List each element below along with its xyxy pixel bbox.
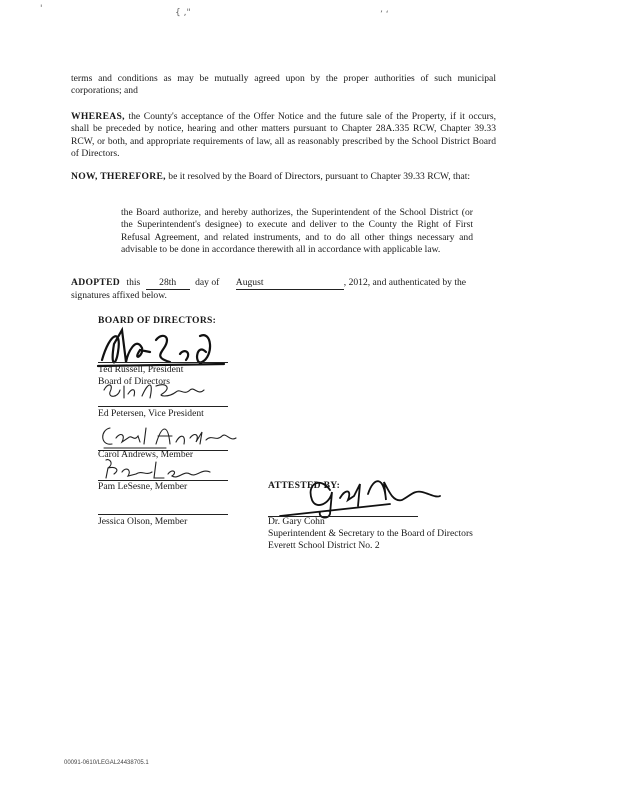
paragraph-terms: terms and conditions as may be mutually agreed upon by the proper authorities of such municipal corporations; and [71, 73, 496, 97]
board-heading: BOARD OF DIRECTORS: [98, 315, 217, 326]
scan-mark-right: ’ ‘ [380, 10, 389, 20]
signature-gary-cohn [290, 470, 440, 520]
attest-name: Dr. Gary Cohn [268, 516, 325, 527]
director-3-name: Carol Andrews, Member [98, 449, 194, 460]
scan-mark-left: ' [40, 4, 43, 14]
footer-code: 00091-0610/LEGAL24438705.1 [64, 760, 149, 766]
signature-ed-petersen [98, 376, 218, 406]
adopted-this: this [126, 277, 141, 288]
director-1-title: Board of Directors [98, 376, 170, 387]
adopted-year-text: , 2012, and authenticated by the [343, 277, 467, 288]
paragraph-now-therefore [71, 171, 496, 183]
whereas-label: WHEREAS, [71, 111, 125, 122]
signature-line-1 [98, 362, 228, 363]
director-1-name: Ted Russell, President [98, 364, 184, 375]
adopted-line [71, 277, 497, 290]
signature-carol-andrews [96, 420, 241, 452]
now-therefore-text: be it resolved by the Board of Directors, pursuant to Chapter 39.33 RCW, that: [168, 171, 471, 182]
attest-label: ATTESTED BY: [268, 480, 341, 491]
now-therefore-label: NOW, THEREFORE, [71, 171, 166, 182]
signature-line-5 [98, 514, 228, 515]
adopted-month-field: August [236, 277, 344, 290]
adopted-day-field: 28th [146, 277, 190, 290]
director-5-name: Jessica Olson, Member [98, 516, 188, 527]
adopted-line-2: signatures affixed below. [71, 290, 167, 301]
paragraph-whereas [71, 111, 496, 161]
signature-pam-lesesne [98, 456, 218, 482]
whereas-text: the County's acceptance of the Offer Notice and the future sale of the Property, if it occurs, shall be preceded by notice, hearing and other matters pursuant to Chapter 28A.335 RCW, Chapter 39.33 RCW, or both, and appropriate requirements of law, all as reasonably prescribed by the School District Board of Directors. [71, 111, 496, 160]
adopted-label: ADOPTED [71, 277, 121, 288]
director-4-name: Pam LeSesne, Member [98, 481, 188, 492]
adopted-day-of: day of [195, 277, 220, 288]
director-2-name: Ed Petersen, Vice President [98, 408, 204, 419]
scan-mark-middle: { ," [175, 8, 191, 18]
signature-line-2 [98, 406, 228, 407]
attest-district: Everett School District No. 2 [268, 540, 380, 551]
attest-title: Superintendent & Secretary to the Board of Directors [268, 528, 473, 539]
resolution-text: the Board authorize, and hereby authorizes, the Superintendent of the School District (or the Superintendent's designee) to execute and deliver to the County the Right of First Refusal Agreement, and related instruments, and to do all other things necessary and advisable to be done in accordance therewith all in accordance with applicable law. [121, 207, 473, 256]
